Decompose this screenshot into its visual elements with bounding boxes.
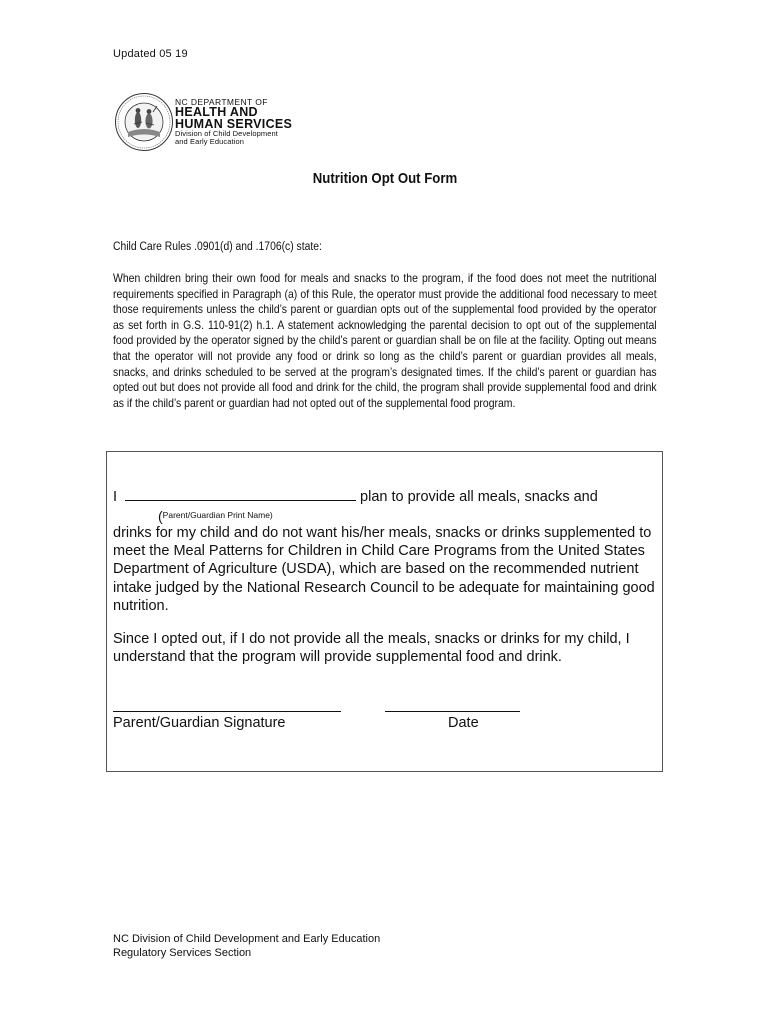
print-name-caption-paren: ( [158,508,163,524]
logo-hhs-line-2: HUMAN SERVICES [175,117,293,132]
rules-intro: Child Care Rules .0901(d) and .1706(c) state: [113,241,322,253]
footer [113,932,380,960]
date-label: Date [448,715,479,731]
nc-state-seal-icon [114,92,174,152]
statement-suffix: plan to provide all meals, snacks and [360,489,598,505]
signature-field[interactable] [113,711,341,712]
updated-date: Updated 05 19 [113,48,188,60]
page-title: Nutrition Opt Out Form [312,170,458,187]
print-name-caption [158,508,273,524]
logo-dept-line: NC DEPARTMENT OF [175,96,268,107]
footer-line-1: NC Division of Child Development and Early Education [113,933,381,945]
signature-label: Parent/Guardian Signature [113,715,286,731]
print-name-caption-text: Parent/Guardian Print Name) [162,510,273,520]
opt-out-statement-box [106,451,663,772]
opt-out-note: Since I opted out, if I do not provide all the meals, snacks or drinks for my child, I understand that the program will provide supplemental food and drink. [113,631,630,666]
logo-hhs-line-1: HEALTH AND [175,105,258,120]
agreement-text: drinks for my child and do not want his/her meals, snacks or drinks supplemented to meet the Meal Patterns for Children in Child Care Programs from the United States Department of Agriculture (USDA), which are based on the recommended nutrient intake judged by the National Research Council to be adequate for maintaining good nutrition. [113,525,655,614]
statement-first-line [113,489,598,505]
print-name-field[interactable] [125,499,356,501]
statement-prefix: I [113,489,118,505]
ncdhhs-logo [114,92,292,152]
logo-division-line-2: and Early Education [175,137,245,147]
logo-division-line-1: Division of Child Development [175,129,278,139]
date-field[interactable] [385,711,520,712]
rules-text: When children bring their own food for meals and snacks to the program, if the food does not meet the nutritional requirements specified in Paragraph (a) of this Rule, the operator must provide the additional food necessary to meet those requirements unless the child’s parent or guardian opts out of the supplemental food provided by the operator as set forth in G.S. 110-91(2) h.1. A statement acknowledging the parental decision to opt out of the supplemental food provided by the operator signed by the child’s parent or guardian shall be on file at the facility. Opting out means that the operator will not provide any food or drink so long as the child’s parent or guardian provides all meals, snacks, and drinks scheduled to be served at the program’s designated times. If the child’s parent or guardian has opted out but does not provide all food and drink for the child, the program shall provide supplemental food and drink as if the child’s parent or guardian had not opted out of the supplemental food program. [113,272,657,410]
footer-line-2: Regulatory Services Section [113,947,252,959]
